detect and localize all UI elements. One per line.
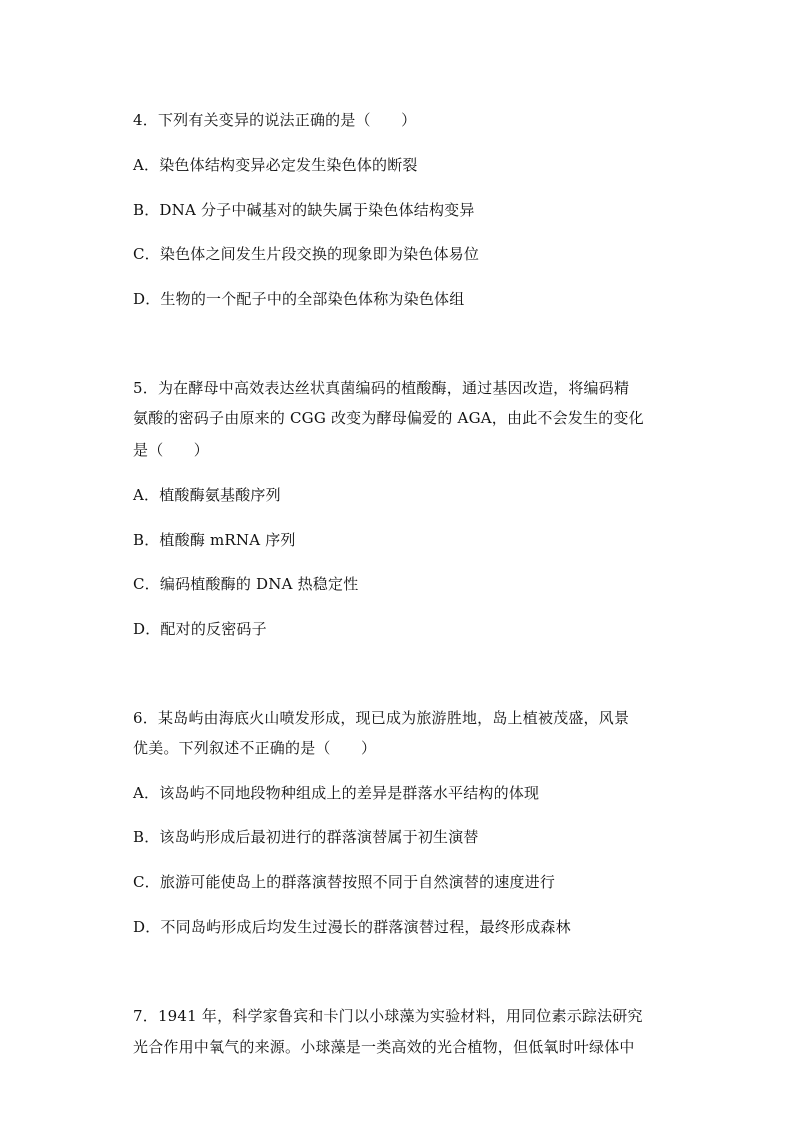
option-b: B．DNA 分子中碱基对的缺失属于染色体结构变异 — [133, 201, 475, 219]
question-stem: 光合作用中氧气的来源。小球藻是一类高效的光合植物，但低氧时叶绿体中 — [133, 1038, 635, 1056]
question-stem: 4．下列有关变异的说法正确的是（ ） — [133, 111, 417, 129]
question-stem: 氨酸的密码子由原来的 CGG 改变为酵母偏爱的 AGA，由此不会发生的变化 — [133, 409, 644, 427]
option-c: C．编码植酸酶的 DNA 热稳定性 — [133, 575, 359, 593]
option-d: D．不同岛屿形成后均发生过漫长的群落演替过程，最终形成森林 — [133, 918, 571, 936]
option-a: A．染色体结构变异必定发生染色体的断裂 — [133, 156, 418, 174]
question-stem: 是（ ） — [133, 441, 210, 459]
option-c: C．染色体之间发生片段交换的现象即为染色体易位 — [133, 245, 480, 263]
question-stem: 6．某岛屿由海底火山喷发形成，现已成为旅游胜地，岛上植被茂盛，风景 — [133, 709, 630, 727]
option-c: C．旅游可能使岛上的群落演替按照不同于自然演替的速度进行 — [133, 873, 556, 891]
question-stem: 优美。下列叙述不正确的是（ ） — [133, 739, 377, 757]
option-b: B．植酸酶 mRNA 序列 — [133, 531, 296, 549]
question-stem: 7．1941 年，科学家鲁宾和卡门以小球藻为实验材料，用同位素示踪法研究 — [133, 1007, 643, 1025]
option-d: D．生物的一个配子中的全部染色体称为染色体组 — [133, 290, 465, 308]
option-a: A．该岛屿不同地段物种组成上的差异是群落水平结构的体现 — [133, 784, 540, 802]
option-d: D．配对的反密码子 — [133, 620, 267, 638]
option-a: A．植酸酶氨基酸序列 — [133, 486, 281, 504]
option-b: B．该岛屿形成后最初进行的群落演替属于初生演替 — [133, 828, 479, 846]
question-stem: 5．为在酵母中高效表达丝状真菌编码的植酸酶，通过基因改造，将编码精 — [133, 379, 630, 397]
